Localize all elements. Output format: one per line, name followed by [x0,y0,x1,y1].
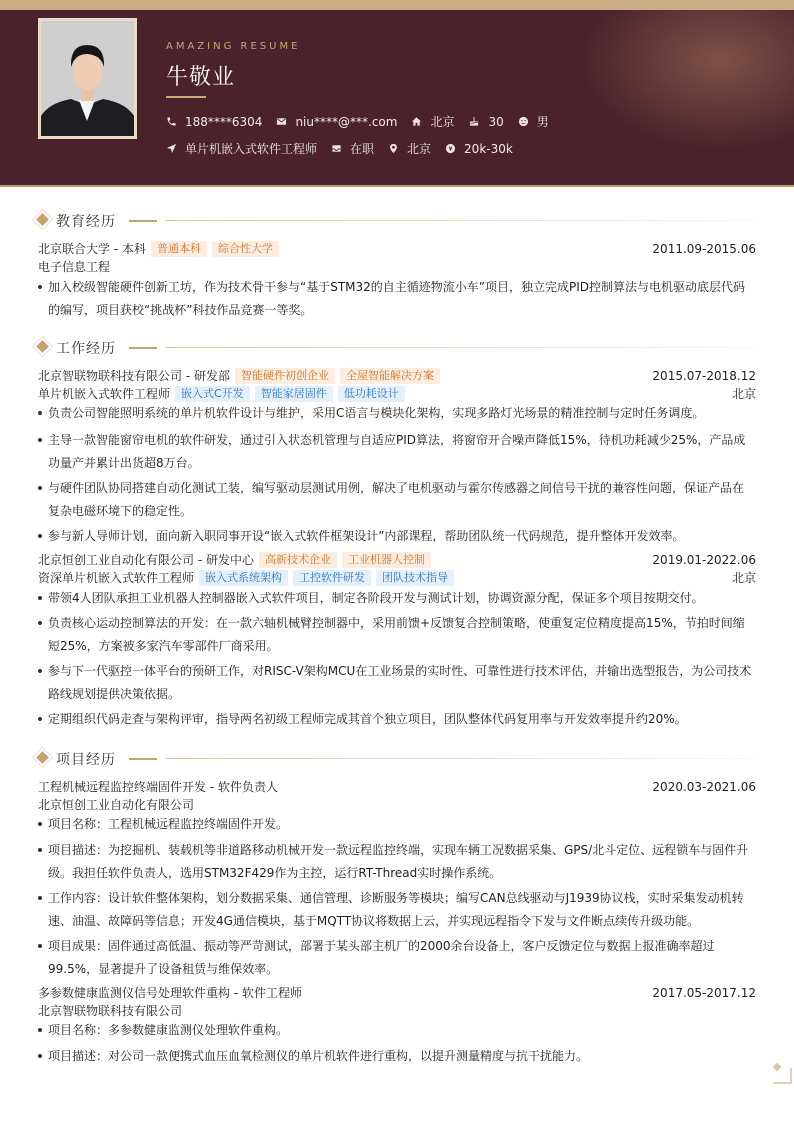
work-bullet: 负责核心运动控制算法的开发：在一款六轴机械臂控制器中，采用前馈+反馈复合控制策略，使重复定位精度提高15%，节拍时间缩短25%，方案被多家汽车零部件厂商采用。 [48,612,754,657]
location-pin-icon [388,143,399,154]
work-bullet: 参与新人导师计划，面向新入职同事开设“嵌入式软件框架设计”内部课程，帮助团队统一代码规范，提升整体开发效率。 [48,525,754,548]
contact-row [166,113,563,130]
skill-tag: 嵌入式C开发 [175,386,250,402]
work-company-row [38,367,756,385]
position-name: 单片机嵌入式软件工程师 [38,387,171,401]
status-value: 在职 [350,142,375,156]
salary-item [445,142,513,156]
section-accent [129,347,157,349]
education-header [38,240,756,258]
work-bullet: 与硬件团队协同搭建自动化测试工装，编写驱动层测试用例，解决了电机驱动与霍尔传感器之间信号干扰的兼容性问题，保证产品在复杂电磁环境下的稳定性。 [48,477,754,522]
paper-plane-icon [166,143,177,154]
email-item [276,115,397,129]
phone-icon [166,116,177,127]
project-bullet: 项目成果：固件通过高低温、振动等严苛测试，部署于某头部主机厂的2000余台设备上，客户反馈定位与数据上报准确率超过99.5%，显著提升了设备租赁与维保效率。 [48,935,754,980]
section-work [38,338,756,358]
skill-tag: 工控软件研发 [293,570,371,586]
face-icon [518,116,529,127]
corner-ornament-icon [772,1062,792,1084]
project-bullet: 工作内容：设计软件整体架构，划分数据采集、通信管理、诊断服务等模块；编写CAN总线驱动与J1939协议栈，实时采集发动机转速、油温、故障码等信息；开发4G通信模块，基于MQTT协议将数据上云，并实现远程指令下发与文件断点续传升级功能。 [48,887,754,932]
job-title-value: 单片机嵌入式软件工程师 [185,142,318,156]
section-accent [129,758,157,760]
school-tag: 普通本科 [151,241,207,257]
work-location: 北京 [731,387,756,401]
skill-tag: 智能家居固件 [255,386,333,402]
home-icon [411,116,422,127]
section-title: 项目经历 [56,752,116,768]
phone-item [166,115,262,129]
section-rule [166,347,756,348]
position-name: 资深单片机嵌入式软件工程师 [38,571,195,585]
gender-item [518,113,549,130]
money-icon [445,143,456,154]
education-date: 2011.09-2015.06 [652,242,756,256]
age-item [468,115,503,129]
project-title: 工程机械远程监控终端固件开发 - 软件负责人 [38,780,278,794]
school-tag: 综合性大学 [212,241,279,257]
project-title-row [38,984,756,1002]
company-tag: 智能硬件初创企业 [235,368,335,384]
skill-tag: 团队技术指导 [376,570,454,586]
work-bullet: 参与下一代驱控一体平台的预研工作，对RISC-V架构MCU在工业场景的实时性、可靠性进行技术评估，并输出选型报告，为公司技术路线规划提供决策依据。 [48,660,754,705]
diamond-icon [36,340,49,353]
city-value: 北京 [407,142,432,156]
project-title: 多参数健康监测仪信号处理软件重构 - 软件工程师 [38,986,302,1000]
section-projects [38,749,756,769]
job-title-item [166,140,317,157]
project-company: 北京智联物联科技有限公司 [38,1004,183,1018]
project-title-row [38,778,756,796]
major: 电子信息工程 [38,260,111,274]
project-date: 2020.03-2021.06 [652,780,756,794]
diamond-icon [36,751,49,764]
job-intent-row [166,140,527,157]
section-title: 教育经历 [56,214,116,230]
status-item [331,140,374,157]
skill-tag: 嵌入式系统架构 [199,570,288,586]
work-bullet: 主导一款智能窗帘电机的软件研发，通过引入状态机管理与自适应PID算法，将窗帘开合噪声降低15%，待机功耗减少25%，产品成功量产并累计出货超8万台。 [48,429,754,474]
profile-photo [38,18,137,139]
work-company-row [38,551,756,569]
gender-value: 男 [536,115,549,129]
mail-icon [276,116,287,127]
diamond-icon [36,213,49,226]
work-position-row [38,569,756,587]
project-company: 北京恒创工业自动化有限公司 [38,798,195,812]
work-location: 北京 [731,571,756,585]
inbox-icon [331,143,342,154]
project-bullet: 项目名称：工程机械远程监控终端固件开发。 [48,813,754,836]
company-tag: 高新技术企业 [259,552,337,568]
company-tag: 全屋智能解决方案 [340,368,440,384]
section-rule [166,758,756,759]
cake-icon [468,116,480,127]
email-value: niu****@***.com [295,114,398,129]
hometown-value: 北京 [430,115,455,129]
work-date: 2019.01-2022.06 [652,553,756,567]
person-avatar-icon [41,21,134,136]
company-name: 北京恒创工业自动化有限公司 - 研发中心 [38,553,254,567]
project-bullet: 项目名称：多参数健康监测仪处理软件重构。 [48,1019,754,1042]
section-accent [129,220,157,222]
brand-label: AMAZING RESUME [166,41,301,52]
company-name: 北京智联物联科技有限公司 - 研发部 [38,369,230,383]
section-rule [166,220,756,221]
header-divider [0,185,794,187]
top-accent-bar [0,0,794,10]
work-bullet: 定期组织代码走查与架构评审，指导两名初级工程师完成其首个独立项目，团队整体代码复用率与开发效率提升约20%。 [48,708,754,731]
project-bullet: 项目描述：对公司一款便携式血压血氧检测仪的单片机软件进行重构，以提升测量精度与抗干扰能力。 [48,1045,754,1068]
work-position-row [38,385,756,403]
project-bullet: 项目描述：为挖掘机、装载机等非道路移动机械开发一款远程监控终端，实现车辆工况数据采集、GPS/北斗定位、远程锁车与固件升级。我担任软件负责人，选用STM32F429作为主控，运行RT-Thread实时操作系统。 [48,839,754,884]
phone-value: 188****6304 [185,114,263,129]
skill-tag: 低功耗设计 [338,386,405,402]
company-tag: 工业机器人控制 [342,552,431,568]
city-item [388,140,431,157]
name-underline [166,96,206,98]
project-date: 2017.05-2017.12 [652,986,756,1000]
candidate-name: 牛敬业 [166,65,236,90]
hometown-item [411,113,454,130]
salary-value: 20k-30k [464,141,513,156]
age-value: 30 [488,114,504,129]
education-bullet: 加入校级智能硬件创新工坊，作为技术骨干参与“基于STM32的自主循迹物流小车”项目，独立完成PID控制算法与电机驱动底层代码的编写，项目获校“挑战杯”科技作品竞赛一等奖。 [48,276,754,321]
work-bullet: 带领4人团队承担工业机器人控制器嵌入式软件项目，制定各阶段开发与测试计划，协调资源分配，保证多个项目按期交付。 [48,587,754,610]
school-name: 北京联合大学 - 本科 [38,242,146,256]
work-date: 2015.07-2018.12 [652,369,756,383]
work-bullet: 负责公司智能照明系统的单片机软件设计与维护，采用C语言与模块化架构，实现多路灯光场景的精准控制与定时任务调度。 [48,402,754,425]
section-education [38,211,756,231]
section-title: 工作经历 [56,341,116,357]
